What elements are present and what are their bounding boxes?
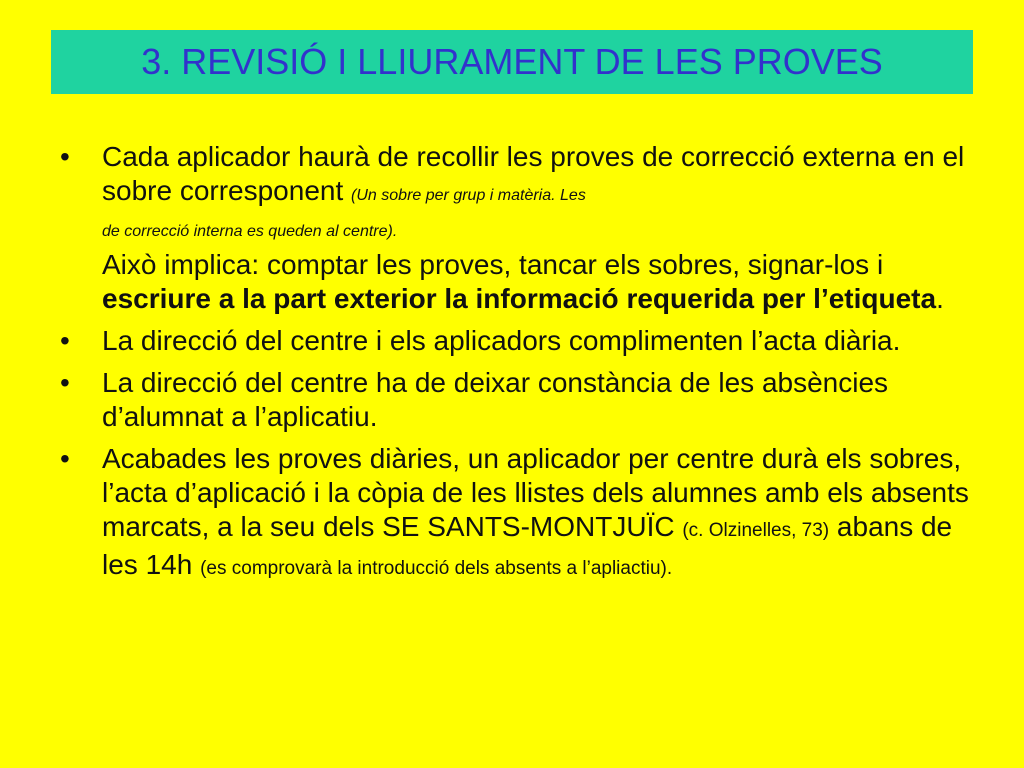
bullet-1-sub-paragraph	[102, 248, 976, 316]
bullet-4-note: (es comprovarà la introducció dels absents a l’apliactiu).	[200, 558, 673, 579]
bullet-item-1	[56, 140, 976, 316]
title-banner	[51, 30, 973, 94]
bullet-icon: •	[60, 367, 70, 398]
bullet-icon: •	[60, 443, 70, 474]
bullet-1-sub-pre: Això implica: comptar les proves, tancar els sobres, signar-los i	[102, 249, 884, 280]
bullet-2-text: La direcció del centre i els aplicadors complimenten l’acta diària.	[102, 325, 901, 356]
bullet-4-address: (c. Olzinelles, 73)	[682, 520, 830, 541]
bullet-1-text: Cada aplicador haurà de recollir les proves de correcció externa en el sobre corresponent	[102, 141, 965, 206]
bullet-1-note-line1: (Un sobre per grup i matèria. Les	[351, 187, 586, 204]
bullet-item-4	[56, 442, 976, 586]
bullet-icon: •	[60, 141, 70, 172]
bullet-4-deadline: abans de les 14h	[102, 511, 953, 580]
slide-body	[56, 140, 976, 586]
page-title: 3. REVISIÓ I LLIURAMENT DE LES PROVES	[141, 41, 883, 82]
bullet-item-3	[56, 366, 976, 434]
bullet-3-text: La direcció del centre ha de deixar constància de les absències d’alumnat a l’aplicatiu.	[102, 367, 889, 432]
bullet-icon: •	[60, 325, 70, 356]
bullet-1-note-line2: de correcció interna es queden al centre).	[102, 223, 398, 240]
bullet-4-text: Acabades les proves diàries, un aplicador per centre durà els sobres, l’acta d’aplicació i la còpia de les llistes dels alumnes amb els absents marcats, a la seu dels SE SANTS-MONTJUÏC	[102, 443, 969, 542]
bullet-1-main	[102, 140, 976, 240]
bullet-item-2	[56, 324, 976, 358]
bullet-1-sub-post: .	[936, 283, 944, 314]
bullet-1-sub-bold: escriure a la part exterior la informació requerida per l’etiqueta	[102, 283, 937, 314]
